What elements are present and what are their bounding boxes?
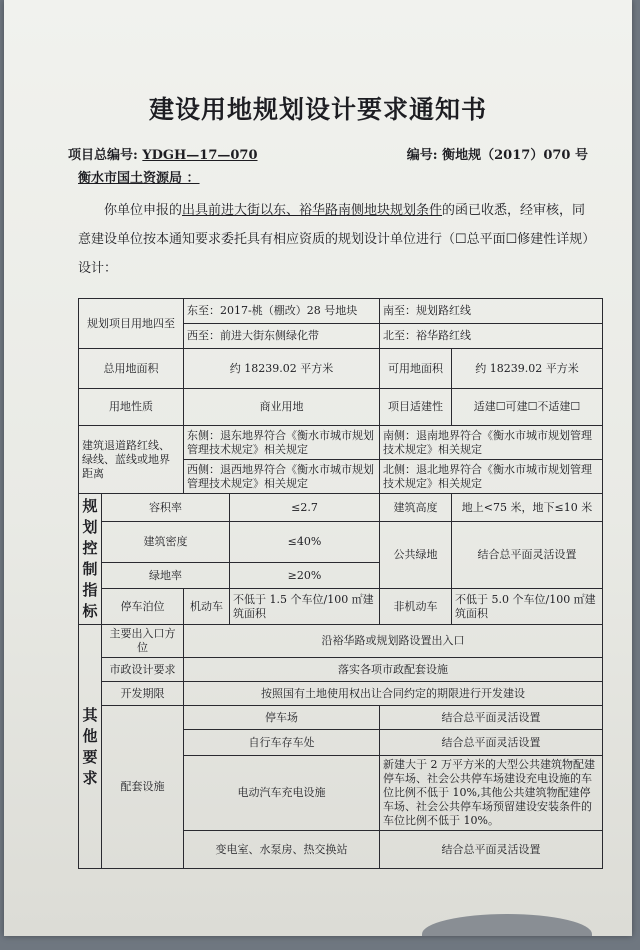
document-page [4, 0, 632, 936]
setback-west: 西侧：退西地界符合《衡水市城市规划管理技术规定》相关规定 [184, 460, 380, 494]
height-label: 建筑高度 [380, 494, 452, 522]
boundary-label: 规划项目用地四至 [79, 299, 184, 349]
setback-east: 东侧：退东地界符合《衡水市城市规划管理技术规定》相关规定 [184, 426, 380, 460]
far-value: ≤2.7 [230, 494, 380, 522]
substation-label: 变电室、水泵房、热交换站 [184, 831, 380, 869]
green-ratio-value: ≥20% [230, 563, 380, 589]
notice-body [78, 196, 598, 283]
boundary-south: 南至：规划路红线 [380, 299, 603, 324]
control-indicators-label: 规 划 控 制 指 标 [79, 494, 102, 625]
document-number-value: 衡地规（2017）070 号 [442, 148, 588, 163]
schedule-value: 按照国有土地使用权出让合同约定的期限进行开发建设 [184, 682, 603, 706]
green-ratio-label: 绿地率 [102, 563, 230, 589]
municipal-value: 落实各项市政配套设施 [184, 658, 603, 682]
height-value: 地上<75 米，地下≤10 米 [452, 494, 603, 522]
facilities-label: 配套设施 [102, 706, 184, 869]
ev-charging-label: 电动汽车充电设施 [184, 756, 380, 831]
bike-parking-value: 结合总平面灵活设置 [380, 730, 603, 756]
total-area-value: 约 18239.02 平方米 [184, 349, 380, 389]
other-requirements-label: 其 他 要 求 [79, 625, 102, 869]
entrance-label: 主要出入口方位 [102, 625, 184, 658]
bike-parking-label: 自行车存车处 [184, 730, 380, 756]
body-subject: 出具前进大街以东、裕华路南侧地块规划条件 [182, 203, 443, 218]
non-motor-label: 非机动车 [380, 589, 452, 625]
usable-area-label: 可用地面积 [380, 349, 452, 389]
motor-vehicle-value: 不低于 1.5 个车位/100 ㎡建筑面积 [230, 589, 380, 625]
document-number-label: 编号: [406, 148, 438, 163]
suitability-label: 项目适建性 [380, 389, 452, 426]
usable-area-value: 约 18239.02 平方米 [452, 349, 603, 389]
project-number [68, 144, 258, 163]
photo-shadow [422, 914, 592, 936]
schedule-label: 开发期限 [102, 682, 184, 706]
non-motor-value: 不低于 5.0 个车位/100 ㎡建筑面积 [452, 589, 603, 625]
setback-label: 建筑退道路红线、绿线、蓝线或地界距离 [79, 426, 184, 494]
parking-lot-label: 停车场 [184, 706, 380, 730]
boundary-north: 北至：裕华路红线 [380, 324, 603, 349]
body-part-1: 你单位申报的 [104, 203, 183, 218]
public-green-value: 结合总平面灵活设置 [452, 522, 603, 589]
body-part-3: 的函已收悉，经审核，同意建设单位按本通知要求委托具有相应资质的规划设计单位进行（☐总平面☐修建性详规）设计： [78, 203, 596, 276]
requirements-table [78, 298, 603, 869]
land-use-value: 商业用地 [184, 389, 380, 426]
project-number-label: 项目总编号: [68, 148, 138, 163]
motor-vehicle-label: 机动车 [184, 589, 230, 625]
document-number [407, 144, 588, 163]
boundary-east: 东至：2017-桃（棚改）28 号地块 [184, 299, 380, 324]
document-meta [68, 144, 588, 164]
parking-lot-value: 结合总平面灵活设置 [380, 706, 603, 730]
addressee: 衡水市国土资源局 ： [78, 171, 200, 186]
ev-charging-value: 新建大于 2 万平方米的大型公共建筑物配建停车场、社会公共停车场建设充电设施的车位比例不低于 10%,其他公共建筑物配建停车场、社会公共停车场预留建设安装条件的车位比例不低于 10%。 [380, 756, 603, 831]
document-title: 建设用地规划设计要求通知书 [148, 95, 487, 124]
substation-value: 结合总平面灵活设置 [380, 831, 603, 869]
setback-south: 南侧：退南地界符合《衡水市城市规划管理技术规定》相关规定 [380, 426, 603, 460]
municipal-label: 市政设计要求 [102, 658, 184, 682]
far-label: 容积率 [102, 494, 230, 522]
boundary-west: 西至：前进大街东侧绿化带 [184, 324, 380, 349]
parking-label: 停车泊位 [102, 589, 184, 625]
land-use-label: 用地性质 [79, 389, 184, 426]
suitability-value: 适建☐可建☐不适建☐ [452, 389, 603, 426]
total-area-label: 总用地面积 [79, 349, 184, 389]
entrance-value: 沿裕华路或规划路设置出入口 [184, 625, 603, 658]
project-number-value: YDGH—17—070 [142, 148, 258, 163]
public-green-label: 公共绿地 [380, 522, 452, 589]
density-label: 建筑密度 [102, 522, 230, 563]
density-value: ≤40% [230, 522, 380, 563]
setback-north: 北侧：退北地界符合《衡水市城市规划管理技术规定》相关规定 [380, 460, 603, 494]
